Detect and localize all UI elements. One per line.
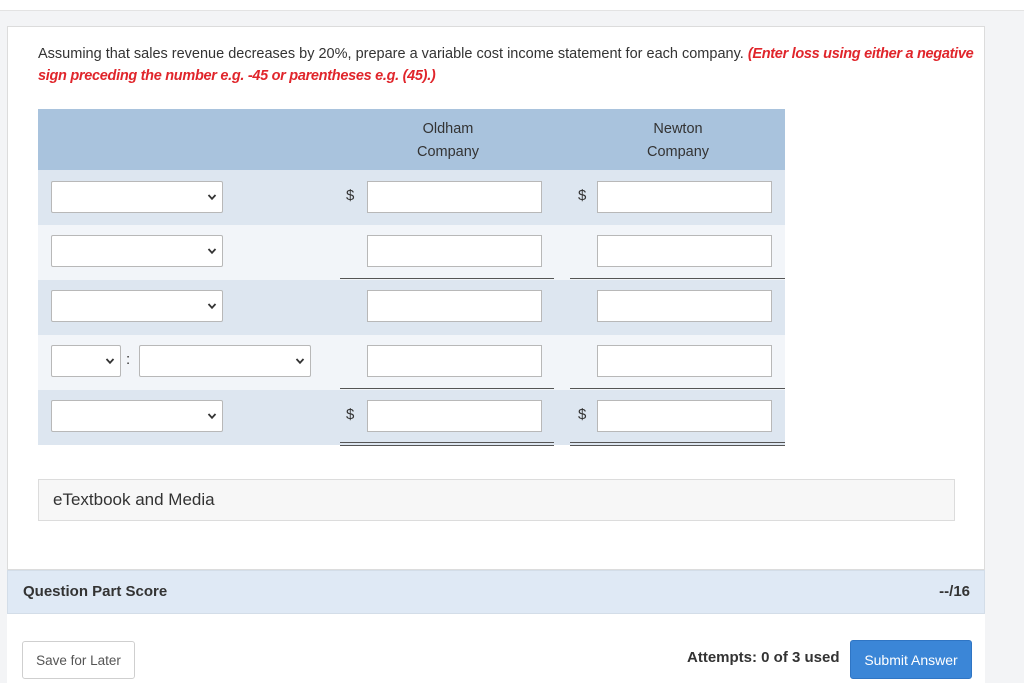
row-label-select[interactable] bbox=[51, 400, 223, 432]
instruction-note: (Enter loss using either a negative sign preceding the number e.g. -45 or parentheses e.g. (45).) bbox=[38, 46, 974, 84]
top-bar bbox=[0, 0, 1024, 11]
subtotal-underline bbox=[570, 388, 785, 389]
save-for-later-button[interactable]: Save for Later bbox=[22, 641, 135, 679]
row-label-select[interactable] bbox=[51, 290, 223, 322]
question-part-score-bar bbox=[7, 570, 985, 614]
table-row bbox=[38, 170, 785, 225]
question-instruction bbox=[38, 43, 978, 87]
newton-input[interactable] bbox=[597, 345, 772, 377]
table-row bbox=[38, 225, 785, 280]
subtotal-underline bbox=[570, 278, 785, 279]
total-double-underline bbox=[570, 445, 785, 446]
dollar-sign: $ bbox=[346, 406, 355, 423]
newton-input[interactable] bbox=[597, 235, 772, 267]
chevron-down-icon bbox=[207, 301, 217, 311]
oldham-input[interactable] bbox=[367, 181, 542, 213]
table-header bbox=[38, 109, 785, 170]
column-header-line: Company bbox=[646, 144, 710, 160]
subtotal-underline bbox=[340, 278, 554, 279]
row-label-select-b[interactable] bbox=[139, 345, 311, 377]
total-double-underline bbox=[340, 445, 554, 446]
chevron-down-icon bbox=[295, 356, 305, 366]
column-header-newton bbox=[598, 118, 758, 164]
table-row bbox=[38, 335, 785, 390]
submit-answer-button[interactable]: Submit Answer bbox=[850, 640, 972, 679]
newton-input[interactable] bbox=[597, 290, 772, 322]
row-label-select[interactable] bbox=[51, 235, 223, 267]
row-label-select-a[interactable] bbox=[51, 345, 121, 377]
oldham-input[interactable] bbox=[367, 235, 542, 267]
oldham-input[interactable] bbox=[367, 345, 542, 377]
instruction-text: Assuming that sales revenue decreases by 20%, prepare a variable cost income statement for each company. bbox=[38, 46, 744, 62]
etextbook-media-link[interactable]: eTextbook and Media bbox=[38, 479, 955, 521]
dollar-sign: $ bbox=[578, 187, 587, 204]
dollar-sign: $ bbox=[346, 187, 355, 204]
total-double-underline bbox=[340, 442, 554, 443]
chevron-down-icon bbox=[207, 192, 217, 202]
column-header-line: Oldham bbox=[422, 121, 474, 137]
column-header-oldham bbox=[368, 118, 528, 164]
dollar-sign: $ bbox=[578, 406, 587, 423]
chevron-down-icon bbox=[207, 246, 217, 256]
column-header-line: Newton bbox=[653, 121, 703, 137]
income-statement-table bbox=[38, 109, 785, 445]
table-row bbox=[38, 280, 785, 335]
ratio-separator: : bbox=[126, 351, 131, 368]
newton-input[interactable] bbox=[597, 181, 772, 213]
oldham-input[interactable] bbox=[367, 400, 542, 432]
column-header-line: Company bbox=[416, 144, 480, 160]
score-label: Question Part Score bbox=[23, 583, 168, 600]
chevron-down-icon bbox=[105, 356, 115, 366]
total-double-underline bbox=[570, 442, 785, 443]
oldham-input[interactable] bbox=[367, 290, 542, 322]
attempts-counter: Attempts: 0 of 3 used bbox=[687, 649, 840, 666]
table-row bbox=[38, 390, 785, 445]
score-value: --/16 bbox=[939, 583, 970, 600]
chevron-down-icon bbox=[207, 411, 217, 421]
newton-input[interactable] bbox=[597, 400, 772, 432]
row-label-select[interactable] bbox=[51, 181, 223, 213]
subtotal-underline bbox=[340, 388, 554, 389]
